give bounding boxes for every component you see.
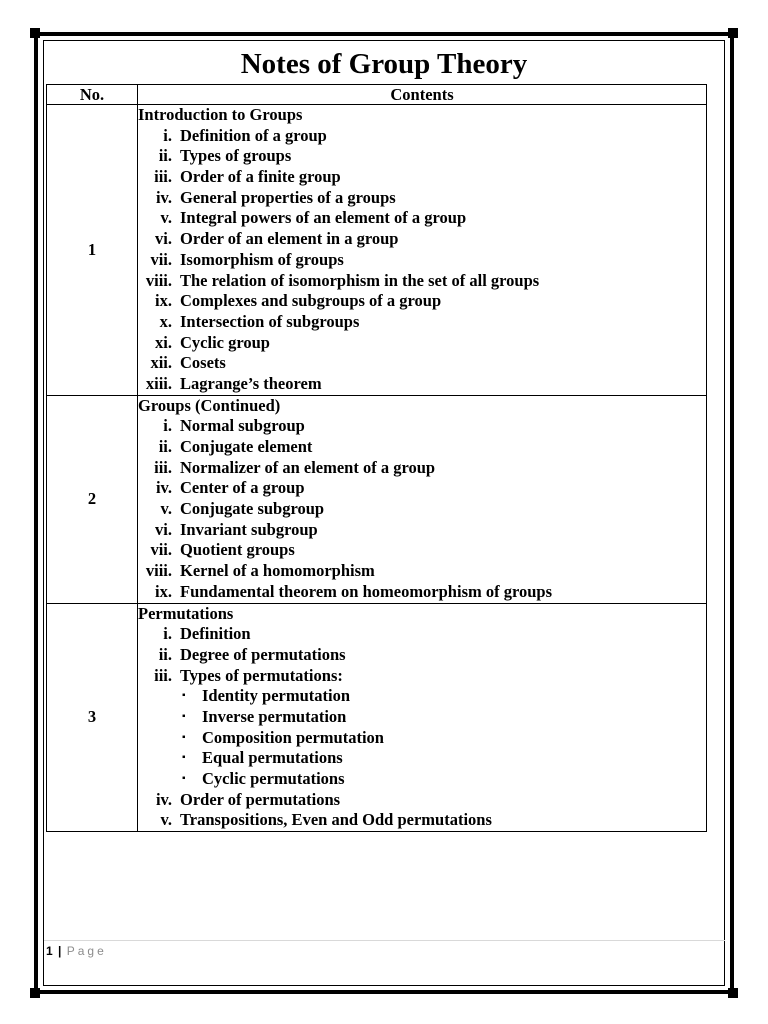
section-number: 1 [47, 105, 138, 396]
item-numeral: i. [163, 416, 172, 436]
item-text: Transpositions, Even and Odd permutations [180, 810, 492, 830]
item-text: Order of an element in a group [180, 229, 399, 249]
item-text: Order of permutations [180, 789, 341, 809]
section-contents [138, 105, 707, 396]
header-no: No. [47, 85, 138, 105]
item-text: Intersection of subgroups [180, 311, 360, 331]
item-text: Isomorphism of groups [180, 249, 344, 269]
page-footer [46, 943, 107, 959]
item-text: Lagrange’s theorem [180, 373, 322, 393]
item-text: Cosets [180, 353, 226, 373]
item-numeral: v. [160, 499, 172, 519]
sub-list-item [138, 707, 706, 728]
list-item [138, 353, 706, 374]
list-item [138, 790, 706, 811]
item-numeral: iii. [154, 167, 172, 187]
list-item [138, 416, 706, 437]
sub-item-text: Identity permutation [202, 686, 351, 706]
list-item [138, 561, 706, 582]
list-item [138, 312, 706, 333]
item-text: Quotient groups [180, 540, 295, 560]
section-number: 2 [47, 395, 138, 603]
border-corner [728, 988, 738, 998]
item-numeral: vii. [150, 249, 172, 269]
list-item [138, 291, 706, 312]
list-item [138, 520, 706, 541]
item-numeral: xii. [150, 353, 172, 373]
sub-item-text: Composition permutation [202, 727, 384, 747]
item-text: Fundamental theorem on homeomorphism of groups [180, 581, 553, 601]
square-bullet-icon: ▪ [182, 710, 186, 722]
list-item [138, 271, 706, 292]
list-item [138, 499, 706, 520]
item-numeral: vii. [150, 540, 172, 560]
item-numeral: xiii. [145, 373, 172, 393]
list-item [138, 624, 706, 645]
item-numeral: i. [163, 125, 172, 145]
table-row [47, 603, 707, 832]
sub-list-item [138, 686, 706, 707]
list-item [138, 645, 706, 666]
item-text: General properties of a groups [180, 187, 396, 207]
section-number: 3 [47, 603, 138, 832]
list-item [138, 478, 706, 499]
item-text: Complexes and subgroups of a group [180, 291, 442, 311]
list-item [138, 126, 706, 147]
item-numeral: i. [163, 624, 172, 644]
item-text: Center of a group [180, 478, 305, 498]
footer-separator: | [58, 944, 62, 958]
square-bullet-icon: ▪ [182, 773, 186, 784]
item-numeral: ii. [158, 644, 172, 664]
item-numeral: iv. [155, 478, 172, 498]
list-item [138, 250, 706, 271]
item-text: Kernel of a homomorphism [180, 561, 375, 581]
border-corner [728, 28, 738, 38]
sub-list-item [138, 748, 706, 769]
list-item [138, 437, 706, 458]
item-numeral: iv. [155, 187, 172, 207]
item-numeral: iii. [154, 665, 172, 685]
item-numeral: xi. [155, 332, 172, 352]
item-numeral: v. [160, 810, 172, 830]
sub-list-item [138, 769, 706, 790]
item-text: Cyclic group [180, 332, 270, 352]
item-text: Order of a finite group [180, 167, 341, 187]
list-item [138, 146, 706, 167]
footer-divider [44, 940, 725, 941]
item-numeral: iv. [155, 789, 172, 809]
table-body [47, 105, 707, 832]
item-text: Normalizer of an element of a group [180, 457, 436, 477]
item-numeral: vi. [155, 519, 172, 539]
item-text: Integral powers of an element of a group [180, 208, 467, 228]
item-numeral: ii. [158, 437, 172, 456]
table-row [47, 395, 707, 603]
list-item [138, 167, 706, 188]
header-contents: Contents [138, 85, 707, 105]
item-numeral: ix. [155, 581, 172, 601]
list-item [138, 540, 706, 561]
item-numeral: viii. [145, 561, 172, 581]
table-row [47, 105, 707, 396]
sub-item-text: Equal permutations [202, 748, 343, 768]
sub-list-item [138, 728, 706, 749]
list-item [138, 810, 706, 831]
item-numeral: v. [160, 208, 172, 228]
square-bullet-icon: ▪ [182, 731, 186, 743]
item-numeral: iii. [154, 457, 172, 477]
item-text: Conjugate subgroup [180, 499, 325, 519]
item-numeral: vi. [155, 229, 172, 249]
item-numeral: viii. [145, 270, 172, 290]
item-text: Types of groups [180, 146, 292, 166]
list-item [138, 333, 706, 354]
item-numeral: x. [159, 311, 172, 331]
section-contents [138, 395, 707, 603]
list-item [138, 374, 706, 395]
contents-table [46, 84, 707, 832]
item-text: Normal subgroup [180, 416, 305, 436]
item-numeral: ii. [158, 146, 172, 166]
item-text: Conjugate element [180, 437, 313, 456]
section-title: Groups (Continued) [138, 395, 281, 415]
page-number: 1 [46, 944, 53, 958]
sub-item-text: Inverse permutation [202, 706, 347, 726]
square-bullet-icon: ▪ [182, 690, 186, 702]
item-text: Degree of permutations [180, 644, 346, 664]
item-numeral: ix. [155, 291, 172, 311]
section-contents [138, 603, 707, 832]
item-text: The relation of isomorphism in the set of all groups [180, 270, 540, 290]
square-bullet-icon: ▪ [182, 752, 186, 764]
table-header-row [47, 85, 707, 105]
list-item [138, 458, 706, 479]
page-label: Page [66, 944, 107, 958]
list-item [138, 188, 706, 209]
section-title: Permutations [138, 603, 234, 623]
list-item [138, 582, 706, 603]
list-item [138, 229, 706, 250]
list-item [138, 208, 706, 229]
list-item [138, 666, 706, 687]
item-text: Invariant subgroup [180, 519, 318, 539]
sub-item-text: Cyclic permutations [202, 769, 345, 788]
page-title: Notes of Group Theory [240, 48, 528, 80]
item-text: Types of permutations: [180, 665, 343, 685]
item-text: Definition [180, 624, 251, 644]
border-corner [30, 988, 40, 998]
border-corner [30, 28, 40, 38]
section-title: Introduction to Groups [138, 105, 303, 124]
item-text: Definition of a group [180, 125, 327, 145]
